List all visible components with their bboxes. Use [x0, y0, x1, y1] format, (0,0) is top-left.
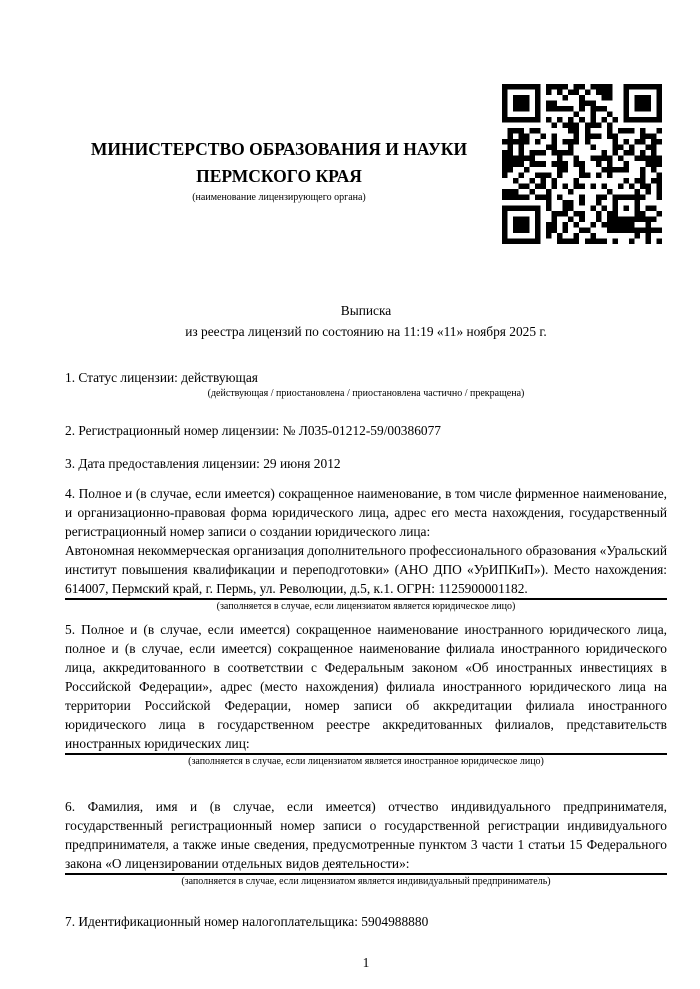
item-legal-entity-value: Автономная некоммерческая организация дополнительного профессионального образования «Уральский институт повышения квалификации и переподготовки» (АНО ДПО «УрИПКиП»). Место нахождения: 614007, Пермский край, г. Пермь, ул. Революции, д.5, к.1. ОГРН: 1125900001182.: [65, 543, 667, 596]
legal-entity-caption: (заполняется в случае, если лицензиатом является юридическое лицо): [216, 601, 516, 612]
item-license-status: 1. Статус лицензии: действующая: [65, 370, 258, 385]
authority-name-line2: ПЕРМСКОГО КРАЯ: [196, 166, 362, 186]
item-grant-date: 3. Дата предоставления лицензии: 29 июня 2012: [65, 456, 341, 471]
item-registration-number: 2. Регистрационный номер лицензии: № Л035-01212-59/00386077: [65, 423, 441, 438]
item-taxpayer-number: 7. Идентификационный номер налогоплательщика: 5904988880: [65, 914, 429, 929]
document-title-line2: из реестра лицензий по состоянию на 11:19 «11» ноября 2025 г.: [185, 324, 547, 339]
authority-name-line1: МИНИСТЕРСТВО ОБРАЗОВАНИЯ И НАУКИ: [90, 139, 468, 159]
page-number: 1: [362, 955, 370, 970]
foreign-entity-caption: (заполняется в случае, если лицензиатом является иностранное юридическое лицо): [188, 756, 544, 767]
item-legal-entity-intro: 4. Полное и (в случае, если имеется) сокращенное наименование, в том числе фирменное наименование, и организационно-правовая форма юридического лица, адрес его места нахождения, государственный регистрационный номер записи о создании юридического лица:: [65, 486, 667, 539]
authority-caption: (наименование лицензирующего органа): [192, 192, 366, 203]
item-foreign-entity-intro: 5. Полное и (в случае, если имеется) сокращенное наименование иностранного юридического лица, полное и (в случае, если имеется) сокращенное наименование филиала иностранного юридического лица, аккредитованного в соответствии с Федеральным законом «Об иностранных инвестициях в Российской Федерации», адрес (место нахождения) филиала иностранного юридического лица на территории Российской Федерации, номер записи об аккредитации филиала иностранного юридического лица в государственном реестре аккредитованных филиалов, представительств иностранных юридических лиц:: [65, 622, 667, 751]
licensing-authority-block: [65, 136, 493, 204]
document-title: [65, 300, 667, 342]
qr-code: [502, 84, 662, 244]
document-title-line1: Выписка: [340, 303, 392, 318]
item-individual-entrepreneur-intro: 6. Фамилия, имя и (в случае, если имеется) отчество индивидуального предпринимателя, государственный регистрационный номер записи о государственной регистрации индивидуального предпринимателя, а также иные сведения, предусмотренные пунктом 3 части 1 статьи 15 Федерального закона «О лицензировании отдельных видов деятельности»:: [65, 799, 667, 871]
individual-entrepreneur-caption: (заполняется в случае, если лицензиатом является индивидуальный предприниматель): [181, 876, 551, 887]
license-status-options-caption: (действующая / приостановлена / приостановлена частично / прекращена): [207, 388, 525, 399]
